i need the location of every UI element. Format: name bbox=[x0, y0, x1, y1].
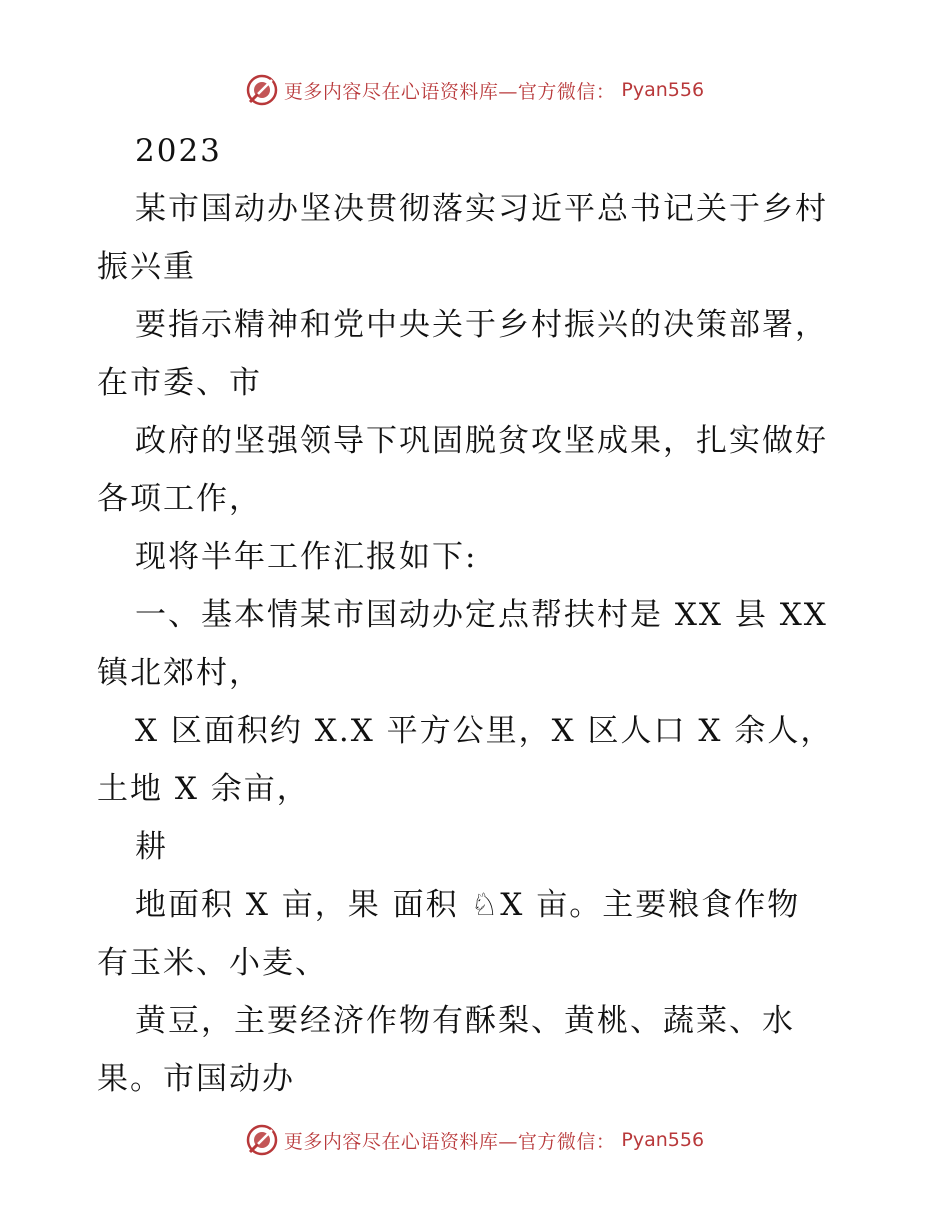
watermark-text: 更多内容尽在心语资料库—官方微信： bbox=[283, 80, 616, 103]
text-line: 在市委、市 bbox=[97, 365, 262, 401]
text-line: 2023 bbox=[135, 133, 222, 169]
text-line: 有玉米、小麦、 bbox=[97, 945, 328, 981]
header-watermark bbox=[0, 70, 950, 110]
text-line: 现将半年工作汇报如下: bbox=[135, 539, 478, 575]
text-line: 要指示精神和党中央关于乡村振兴的决策部署， bbox=[135, 307, 828, 343]
pen-seal-logo-icon bbox=[246, 74, 278, 106]
text-line: 耕 bbox=[135, 829, 168, 865]
text-line: 镇北郊村， bbox=[97, 655, 262, 691]
document-body bbox=[97, 122, 857, 1108]
text-line: 政府的坚强领导下巩固脱贫攻坚成果，扎实做好 bbox=[135, 423, 828, 459]
watermark-id: Pyan556 bbox=[621, 1129, 705, 1151]
text-line: 果。市国动办 bbox=[97, 1061, 295, 1097]
watermark-text: 更多内容尽在心语资料库—官方微信： bbox=[283, 1130, 616, 1153]
pen-seal-logo-icon bbox=[246, 1124, 278, 1156]
text-line: 某市国动办坚决贯彻落实习近平总书记关于乡村 bbox=[135, 191, 828, 227]
watermark-id: Pyan556 bbox=[621, 79, 705, 101]
text-line: 黄豆，主要经济作物有酥梨、黄桃、蔬菜、水 bbox=[135, 1003, 795, 1039]
footer-watermark bbox=[0, 1120, 950, 1160]
text-line: X 区面积约 X.X 平方公里，X 区人口 X 余人， bbox=[135, 713, 834, 749]
text-line: 地面积 X 亩，果 面积 ♘X 亩。主要粮食作物 bbox=[135, 887, 801, 923]
text-line: 各项工作， bbox=[97, 481, 262, 517]
text-line: 土地 X 余亩， bbox=[97, 771, 310, 807]
text-line: 一、基本情某市国动办定点帮扶村是 XX 县 XX bbox=[135, 597, 828, 633]
text-line: 振兴重 bbox=[97, 249, 196, 285]
